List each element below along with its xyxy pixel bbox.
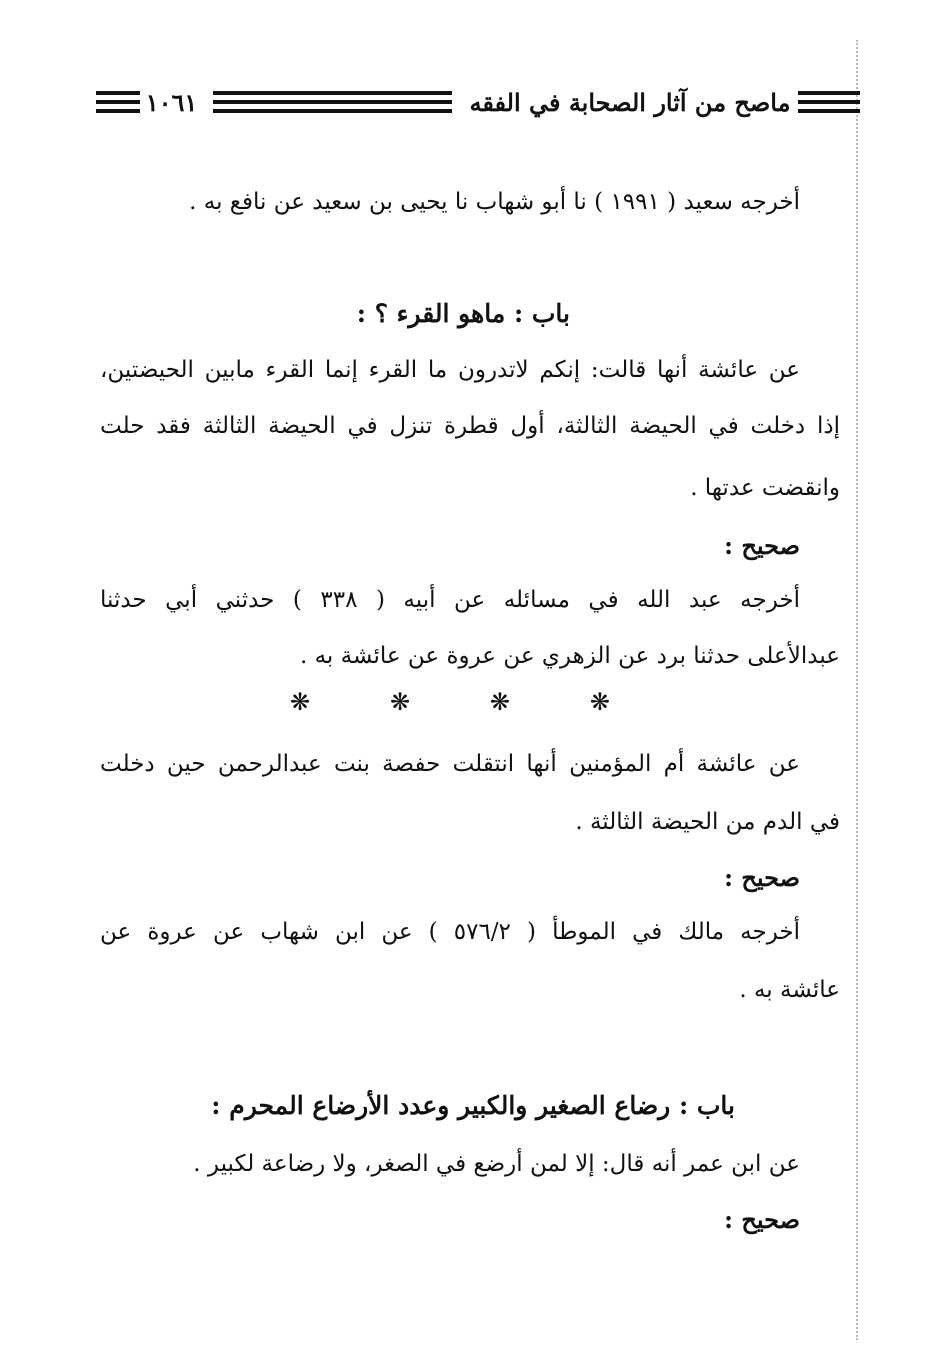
separator-star: ❋ (489, 688, 511, 716)
section-heading-qur: باب : ماهو القرء ؟ : (356, 299, 570, 328)
header-title: ماصح من آثار الصحابة في الفقه (469, 87, 791, 117)
separator-star: ❋ (389, 688, 411, 716)
text-line-1: أخرجه سعيد ( ١٩٩١ ) نا أبو شهاب نا يحيى بن سعيد عن نافع به . (189, 189, 800, 215)
separator-stars (290, 688, 610, 716)
text-line-13: عائشة به . (739, 977, 840, 1003)
text-line-5: وانقضت عدتها . (690, 475, 840, 501)
grading-label-3: صحيح : (724, 1205, 800, 1234)
grading-label-2: صحيح : (724, 863, 800, 892)
section-heading-ridaa: باب : رضاع الصغير والكبير وعدد الأرضاع المحرم : (211, 1091, 735, 1120)
text-line-12: أخرجه مالك في الموطأ ( ٥٧٦/٢ ) عن ابن شهاب عن عروة عن (100, 919, 800, 945)
page-number: ١٠٦١ (145, 87, 198, 117)
text-line-15: عن ابن عمر أنه قال: إلا لمن أرضع في الصغر، ولا رضاعة لكبير . (193, 1151, 800, 1177)
separator-star: ❋ (290, 688, 311, 716)
text-line-4: إذا دخلت في الحيضة الثالثة، أول قطرة تنزل في الحيضة الثالثة فقد حلت (100, 413, 840, 439)
text-line-3: عن عائشة أنها قالت: إنكم لاتدرون ما القرء إنما القرء مابين الحيضتين، (100, 357, 800, 383)
separator-star: ❋ (589, 688, 610, 716)
text-line-8: عبدالأعلى حدثنا برد عن الزهري عن عروة عن عائشة به . (299, 643, 840, 669)
text-line-9: عن عائشة أم المؤمنين أنها انتقلت حفصة بنت عبدالرحمن حين دخلت (100, 751, 800, 777)
grading-label-1: صحيح : (724, 531, 800, 560)
text-line-7: أخرجه عبد الله في مسائله عن أبيه ( ٣٣٨ ) حدثني أبي حدثنا (100, 587, 801, 613)
text-line-10: في الدم من الحيضة الثالثة . (575, 809, 840, 835)
